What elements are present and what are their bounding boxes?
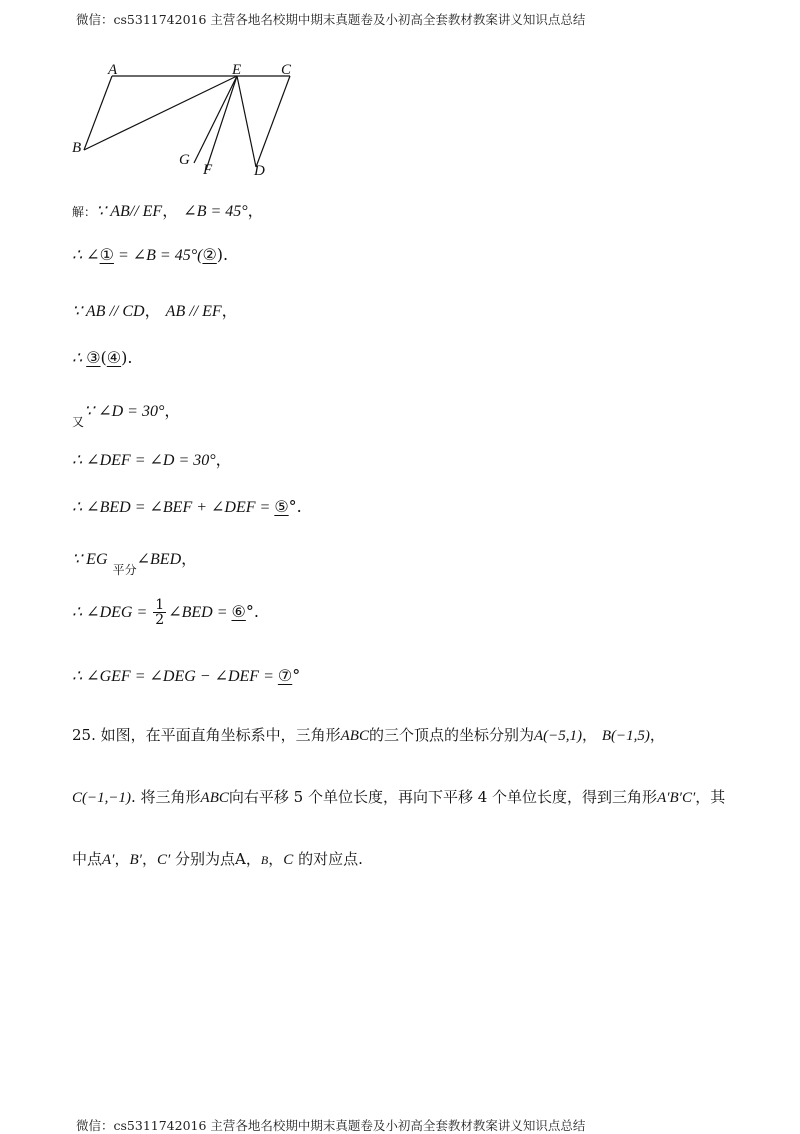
proof-line-4: ∴ ③(④). [72, 348, 133, 367]
label-B: B [72, 140, 82, 156]
page-header: 微信：cs5311742016 主营各地名校期中期末真题卷及小初高全套教材教案讲义知识点总结 [76, 12, 586, 27]
blank-2: ② [202, 245, 217, 264]
blank-6: ⑥ [231, 602, 246, 621]
blank-4: ④ [106, 348, 122, 367]
question-25-line-3: 中点A′，B′，C′ 分别为点A，B，C 的对应点. [72, 850, 363, 868]
line-BE [84, 76, 237, 150]
label-C: C [281, 62, 292, 78]
blank-7: ⑦ [277, 666, 293, 685]
geometry-figure [0, 0, 800, 200]
proof-line-10: ∴ ∠GEF = ∠DEG − ∠DEF = ⑦° [72, 666, 301, 685]
question-25-line-1: 25. 如图，在平面直角坐标系中，三角形ABC的三个顶点的坐标分别为A(−5,1)， B(−1,5)， [72, 726, 665, 744]
label-A: A [108, 62, 118, 78]
fraction-half: $\frac{1}{2}$ [155, 597, 165, 628]
proof-line-2: ∴ ∠① = ∠B = 45°(②). [72, 245, 229, 264]
line-EG [194, 76, 237, 163]
line-CD [256, 76, 290, 167]
blank-5: ⑤ [274, 497, 289, 516]
blank-1: ① [99, 245, 114, 264]
label-F: F [203, 162, 213, 178]
line-EF [206, 76, 237, 170]
proof-line-9: ∴ ∠DEG = $\frac{1}{2}$ ∠BED = ⑥°. [72, 597, 259, 628]
line-ED [237, 76, 256, 167]
question-25-line-2: C(−1,−1). 将三角形ABC向右平移 5 个单位长度，再向下平移 4 个单位长度，得到三角形A′B′C′，其 [72, 788, 726, 806]
proof-line-3: ∵ AB // CD， AB // EF， [72, 301, 238, 320]
blank-3: ③ [86, 348, 101, 367]
proof-line-8: ∵ EG $_{平分}$∠BED， [72, 549, 198, 577]
proof-line-1: 解：∵ AB// EF， ∠B = 45°， [72, 201, 264, 220]
proof-line-6: ∴ ∠DEF = ∠D = 30°， [72, 450, 232, 469]
label-G: G [179, 152, 190, 168]
page-footer: 微信：cs5311742016 主营各地名校期中期末真题卷及小初高全套教材教案讲义知识点总结 [76, 1118, 586, 1133]
label-D: D [254, 163, 265, 179]
label-E: E [232, 62, 242, 78]
proof-line-5: $_又$∵ ∠D = 30°， [72, 401, 181, 429]
proof-line-7: ∴ ∠BED = ∠BEF + ∠DEF = ⑤°. [72, 497, 302, 516]
